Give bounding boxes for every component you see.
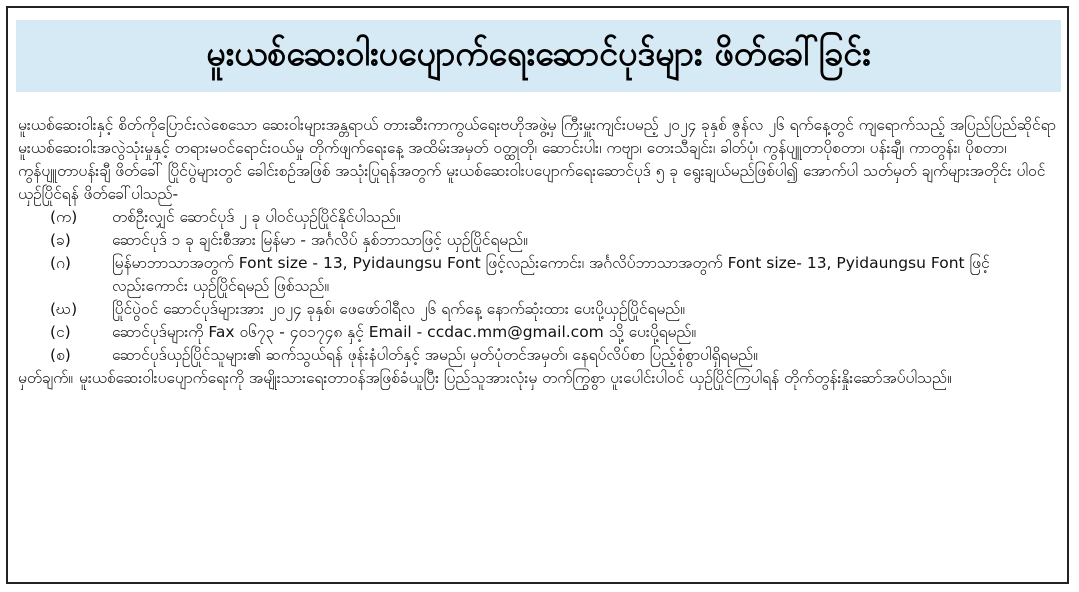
list-item-text: ဆောင်ပုဒ်ယှဉ်ပြိုင်သူများ၏ ဆက်သွယ်ရန် ဖုန်းနံပါတ်နှင့် အမည်၊ မှတ်ပုံတင်အမှတ်၊ နေရပ်လိပ်စာ ပြည့်စုံစွာပါရှိရမည်။ xyxy=(112,346,758,364)
list-item xyxy=(18,298,1058,321)
list-item xyxy=(18,229,1058,252)
list-item xyxy=(18,344,1058,367)
note-text: မူးယစ်ဆေးဝါးပပျောက်ရေးကို အမျိုးသားရေးတာဝန်အဖြစ်ခံယူပြီး ပြည်သူအားလုံးမှ တက်ကြွစွာ ပူးပေါင်းပါဝင် ယှဉ်ပြိုင်ကြပါရန် တိုက်တွန်းနှိုးဆော်အပ်ပါသည်။ xyxy=(78,369,952,387)
list-item-text: ပြိုင်ပွဲဝင် ဆောင်ပုဒ်များအား ၂၀၂၄ ခုနှစ်၊ ဖေဖော်ဝါရီလ ၂၆ ရက်နေ့ နောက်ဆုံးထား ပေးပို့ယှဉ်ပြိုင်ရမည်။ xyxy=(112,300,685,318)
list-item-text: ဆောင်ပုဒ်များကို Fax ၀၆၇၃ - ၄၀၁၇၄၈ နှင့် Email - ccdac.mm@gmail.com သို့ ပေးပို့ရမည်။ xyxy=(112,323,697,341)
list-item xyxy=(18,252,1058,298)
list-item-text: မြန်မာဘာသာအတွက် Font size - 13, Pyidaungsu Font ဖြင့်လည်းကောင်း၊ အင်္ဂလိပ်ဘာသာအတွက် Font size- 13, Pyidaungsu Font ဖြင့်လည်းကောင်း ယှဉ်ပြိုင်ရမည် ဖြစ်သည်။ xyxy=(112,254,990,295)
list-item xyxy=(18,321,1058,344)
list-item-marker: (ဃ) xyxy=(50,300,78,318)
requirements-list xyxy=(18,206,1058,367)
note-paragraph xyxy=(18,367,1058,390)
list-item-marker: (ခ) xyxy=(50,231,71,249)
notice-title-bar xyxy=(16,20,1061,92)
list-item-marker: (စ) xyxy=(50,346,71,364)
list-item-marker: (ဂ) xyxy=(50,254,71,272)
list-item-marker: (င) xyxy=(50,323,71,341)
intro-paragraph: မူးယစ်ဆေးဝါးနှင့် စိတ်ကိုပြောင်းလဲစေသော ဆေးဝါးများအန္တရာယ် တားဆီးကာကွယ်ရေးဗဟိုအဖွဲ့မှ ကြီးမှူးကျင်းပမည့် ၂၀၂၄ ခုနှစ် ဇွန်လ ၂၆ ရက်နေ့တွင် ကျရောက်သည့် အပြည်ပြည်ဆိုင်ရာ မူးယစ်ဆေးဝါးအလွဲသုံးမှုနှင့် တရားမဝင်ရောင်းဝယ်မှု တိုက်ဖျက်ရေးနေ့ အထိမ်းအမှတ် ဝတ္ထုတို၊ ဆောင်းပါး၊ ကဗျာ၊ တေးသီချင်း၊ ခါတ်ပုံ၊ ကွန်ပျူတာပိုစတာ၊ ပန်းချီ၊ ကာတွန်း၊ ပိုစတာ၊ ကွန်ပျူတာပန်းချီ ဖိတ်ခေါ် ပြိုင်ပွဲများတွင် ခေါင်းစဉ်အဖြစ် အသုံးပြုရန်အတွက် မူးယစ်ဆေးဝါးပပျောက်ရေးဆောင်ပုဒ် ၅ ခု ရွေးချယ်မည်ဖြစ်ပါ၍ အောက်ပါ သတ်မှတ် ချက်များအတိုင်း ပါဝင်ယှဉ်ပြိုင်ရန် ဖိတ်ခေါ်ပါသည်- xyxy=(18,116,1056,203)
list-item-text: ဆောင်ပုဒ် ၁ ခု ချင်းစီအား မြန်မာ - အင်္ဂလိပ် နှစ်ဘာသာဖြင့် ယှဉ်ပြိုင်ရမည်။ xyxy=(112,231,528,249)
notice-title: မူးယစ်ဆေးဝါးပပျောက်ရေးဆောင်ပုဒ်များ ဖိတ်ခေါ်ခြင်း xyxy=(206,33,871,74)
list-item-text: တစ်ဦးလျှင် ဆောင်ပုဒ် ၂ ခု ပါဝင်ယှဉ်ပြိုင်နိုင်ပါသည်။ xyxy=(112,208,401,226)
list-item-marker: (က) xyxy=(50,208,78,226)
note-label: မှတ်ချက်။ xyxy=(18,369,73,387)
list-item xyxy=(18,206,1058,229)
notice-body xyxy=(18,114,1058,390)
